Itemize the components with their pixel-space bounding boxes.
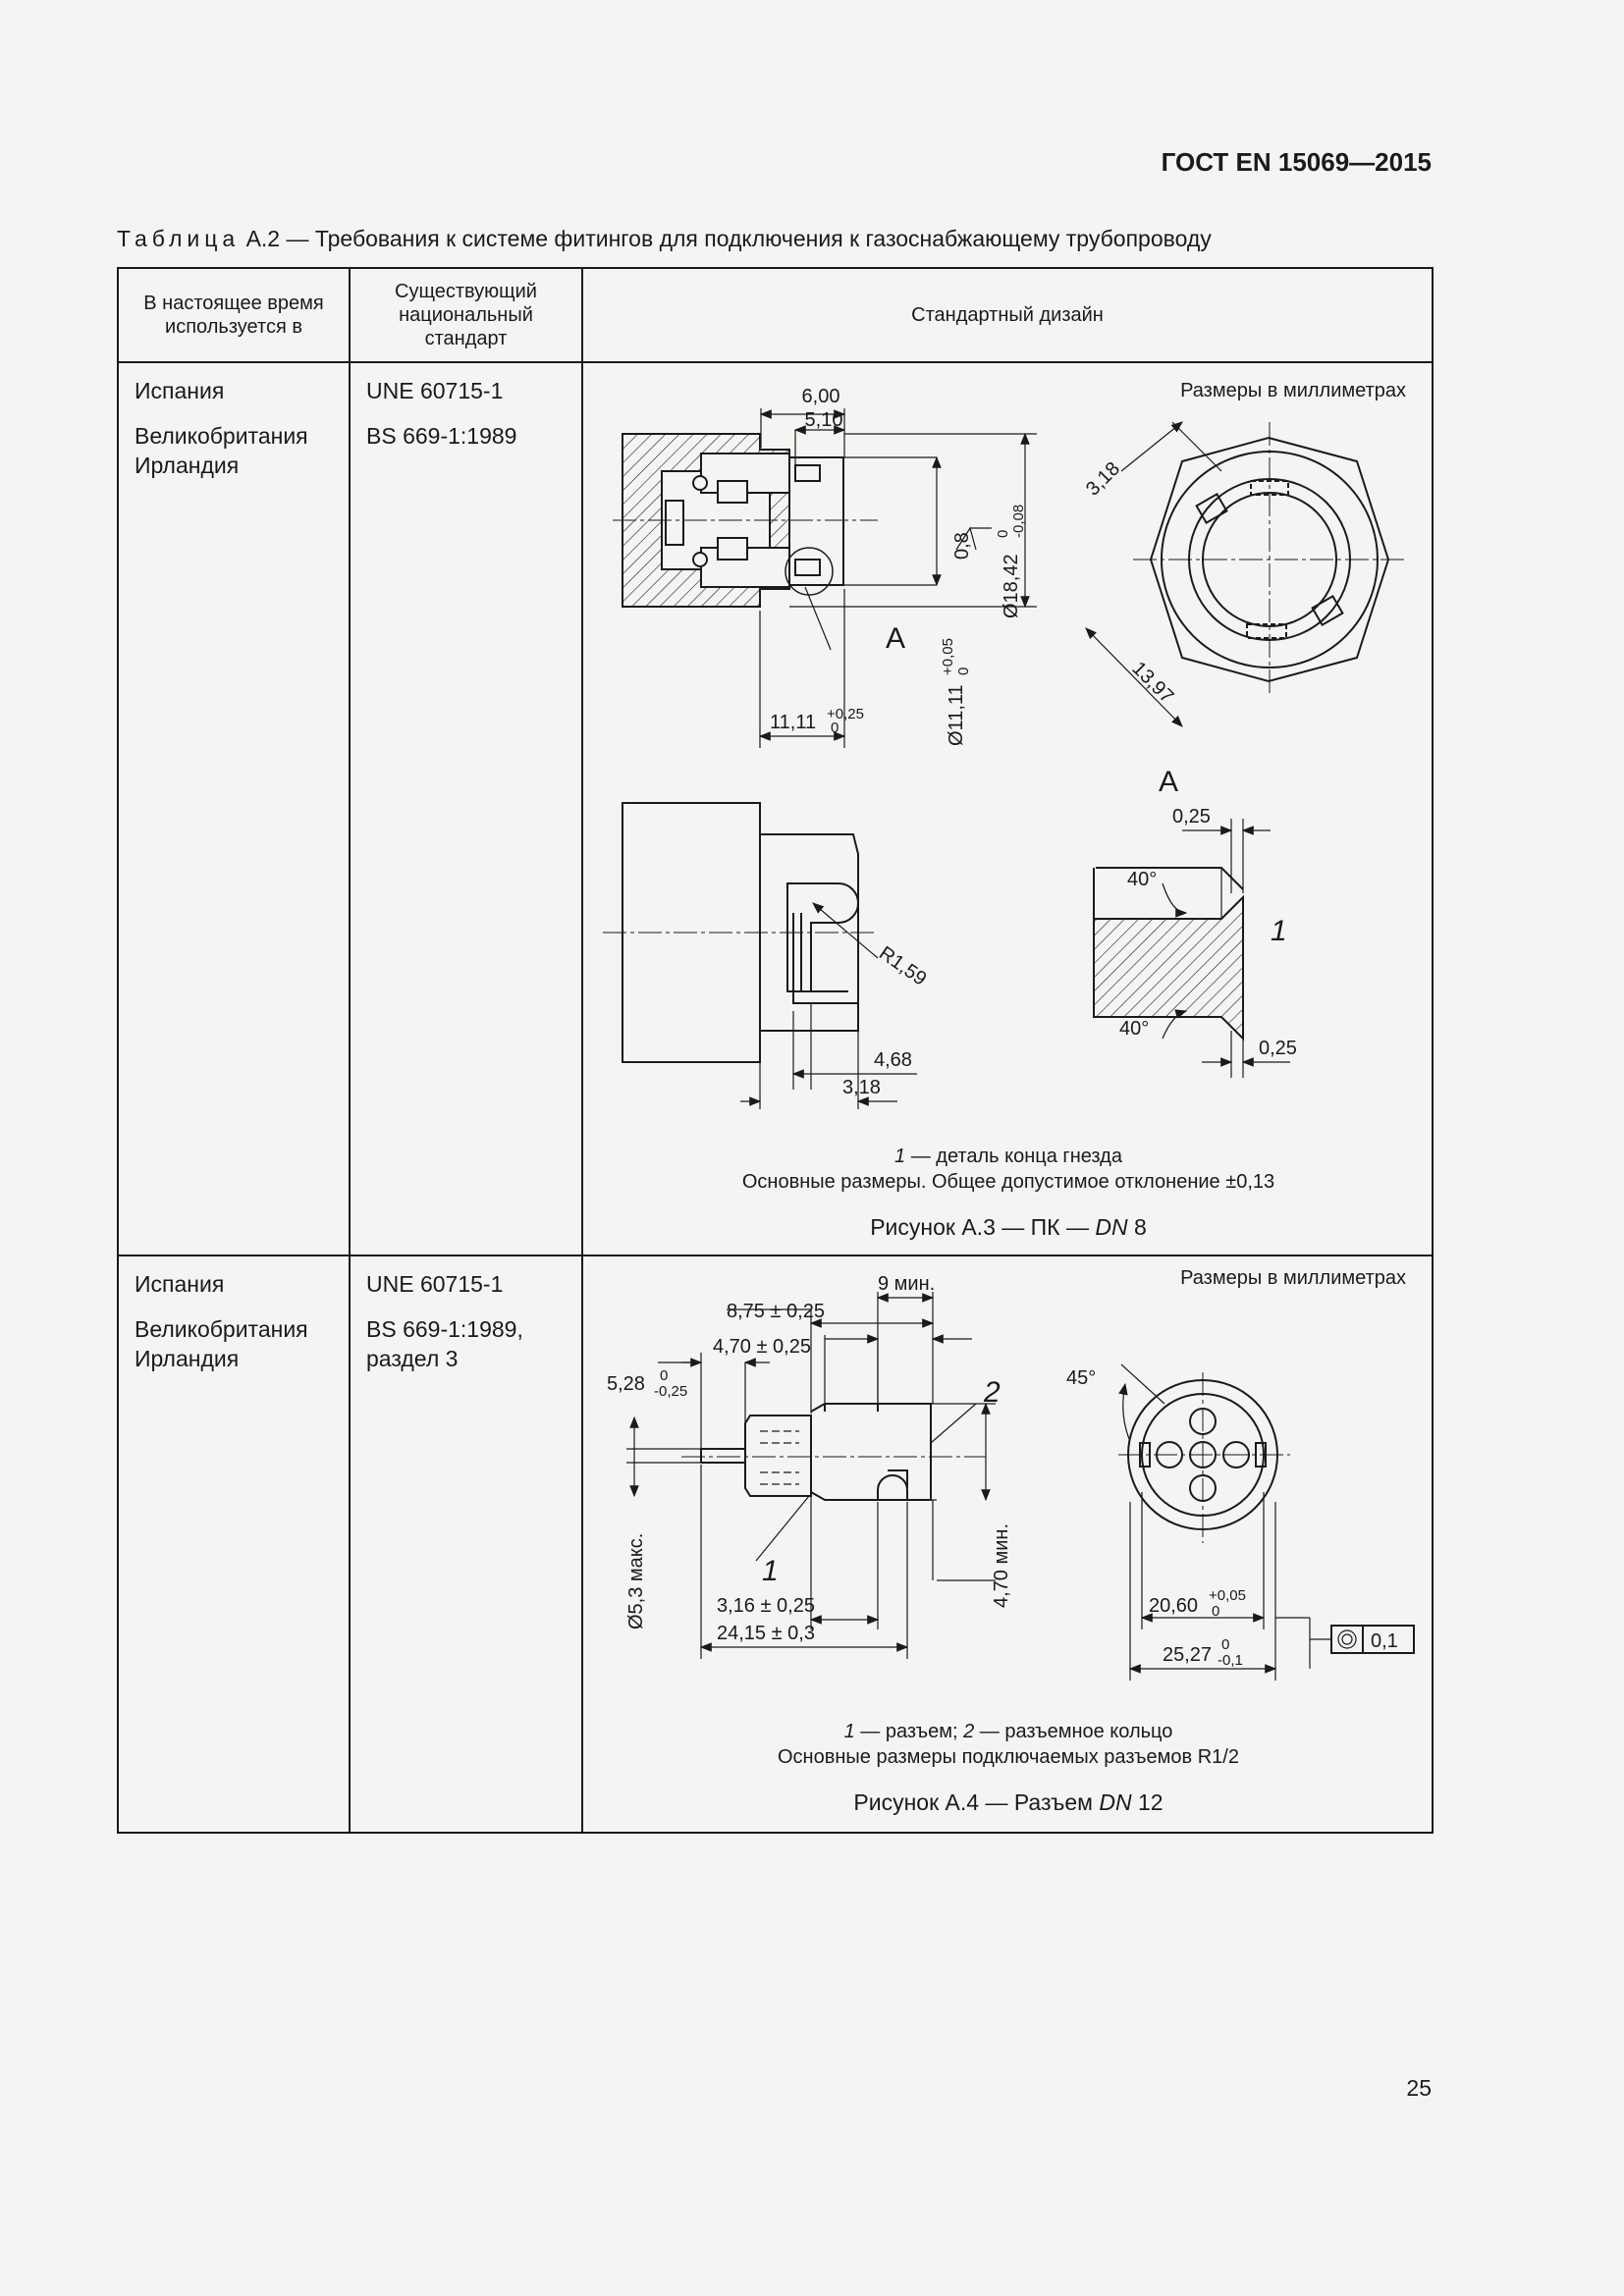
standards-cell bbox=[350, 362, 582, 1255]
tolerance-0-1: 0,1 bbox=[1371, 1630, 1398, 1652]
figure-a4-drawing bbox=[583, 1256, 1434, 1830]
legend-line-2: Основные размеры. Общее допустимое отклонение ±0,13 bbox=[741, 1171, 1275, 1193]
units-label: Размеры в миллиметрах bbox=[1180, 1267, 1406, 1289]
figure-a3-caption: Рисунок А.3 — ПК — DN 8 bbox=[870, 1214, 1147, 1240]
document-id: ГОСТ EN 15069—2015 bbox=[1161, 147, 1432, 177]
dim-4-68: 4,68 bbox=[874, 1049, 912, 1071]
ring-end-view bbox=[1118, 1372, 1290, 1543]
header-col-current: В настоящее время используется в bbox=[118, 268, 350, 362]
callout-1: 1 bbox=[762, 1555, 779, 1587]
page-number: 25 bbox=[1406, 2075, 1432, 2101]
country-spain: Испания bbox=[135, 1271, 225, 1297]
table-header-row bbox=[118, 268, 1433, 362]
country-uk-ireland: Великобритания Ирландия bbox=[135, 422, 308, 478]
dim-25-27: 25,27 bbox=[1163, 1644, 1213, 1666]
dim-3-16: 3,16 ± 0,25 bbox=[717, 1595, 815, 1617]
table-row bbox=[118, 1255, 1433, 1833]
legend-line-1: 1 — разъем; 2 — разъемное кольцо bbox=[843, 1721, 1173, 1742]
standard-une: UNE 60715-1 bbox=[366, 378, 504, 403]
dim-4-70-min: 4,70 мин. bbox=[991, 1522, 1012, 1608]
connector-side-view bbox=[701, 1404, 931, 1500]
legend-line-1: 1 — деталь конца гнезда bbox=[894, 1146, 1122, 1167]
caption-prefix: Таблица bbox=[117, 226, 241, 251]
design-cell bbox=[582, 362, 1433, 1255]
dim-8-75: 8,75 ± 0,25 bbox=[727, 1301, 825, 1322]
country-uk-ireland: Великобритания Ирландия bbox=[135, 1315, 308, 1371]
svg-text:0: 0 bbox=[955, 667, 972, 675]
dim-0-25-bottom: 0,25 bbox=[1259, 1038, 1297, 1059]
figure-a3-drawing bbox=[583, 363, 1434, 1253]
dim-5-10: 5,10 bbox=[804, 409, 843, 431]
dim-20-60: 20,60 bbox=[1149, 1595, 1199, 1617]
requirements-table bbox=[117, 267, 1434, 1834]
dim-3-18-side: 3,18 bbox=[842, 1077, 881, 1098]
dim-4-70: 4,70 ± 0,25 bbox=[713, 1336, 811, 1358]
svg-text:+0,05: +0,05 bbox=[1209, 1587, 1246, 1604]
standard-bs: BS 669-1:1989, раздел 3 bbox=[366, 1315, 523, 1371]
dim-d11-11: Ø11,11 bbox=[946, 684, 967, 746]
countries-cell bbox=[118, 362, 350, 1255]
dim-d5-3-max: Ø5,3 макс. bbox=[625, 1532, 647, 1629]
dim-13-97: 13,97 bbox=[1127, 657, 1178, 708]
svg-text:0: 0 bbox=[660, 1367, 669, 1384]
units-label: Размеры в миллиметрах bbox=[1180, 380, 1406, 401]
roughness-0-8: 0,8 bbox=[951, 532, 973, 560]
dim-5-28: 5,28 bbox=[607, 1373, 645, 1395]
country-spain: Испания bbox=[135, 378, 225, 403]
svg-text:0: 0 bbox=[995, 529, 1011, 538]
svg-text:0: 0 bbox=[1212, 1603, 1220, 1620]
svg-text:+0,25: +0,25 bbox=[827, 706, 864, 722]
svg-text:-0,08: -0,08 bbox=[1010, 504, 1027, 538]
section-a-marker: A bbox=[885, 622, 906, 655]
dim-d18-42: Ø18,42 bbox=[1001, 554, 1022, 618]
dim-24-15: 24,15 ± 0,3 bbox=[717, 1623, 815, 1644]
detail-a-view bbox=[1094, 868, 1243, 1039]
standard-bs: BS 669-1:1989 bbox=[366, 422, 517, 449]
countries-cell bbox=[118, 1255, 350, 1833]
svg-text:-0,25: -0,25 bbox=[654, 1383, 688, 1400]
angle-40-top: 40° bbox=[1127, 869, 1158, 890]
svg-text:0: 0 bbox=[831, 720, 839, 736]
standards-cell bbox=[350, 1255, 582, 1833]
caption-text: А.2 — Требования к системе фитингов для подключения к газоснабжающему трубопроводу bbox=[240, 226, 1212, 251]
dim-r1-59: R1,59 bbox=[875, 942, 931, 990]
table-caption bbox=[117, 226, 1212, 252]
dim-6-00: 6,00 bbox=[801, 386, 840, 407]
legend-line-2: Основные размеры подключаемых разъемов R1/2 bbox=[778, 1746, 1239, 1768]
dim-3-18-hex: 3,18 bbox=[1081, 457, 1125, 501]
design-cell bbox=[582, 1255, 1433, 1833]
standard-une: UNE 60715-1 bbox=[366, 1271, 504, 1297]
dim-0-25-top: 0,25 bbox=[1172, 806, 1211, 828]
figure-a4-caption: Рисунок А.4 — Разъем DN 12 bbox=[853, 1789, 1164, 1815]
svg-text:-0,1: -0,1 bbox=[1218, 1652, 1243, 1669]
svg-text:0: 0 bbox=[1221, 1636, 1230, 1653]
angle-45: 45° bbox=[1066, 1367, 1097, 1389]
detail-a-title: A bbox=[1159, 766, 1179, 798]
header-col-design: Стандартный дизайн bbox=[582, 268, 1433, 362]
table-row bbox=[118, 362, 1433, 1255]
callout-2: 2 bbox=[984, 1376, 1001, 1409]
callout-1: 1 bbox=[1271, 915, 1287, 947]
header-col-standard: Существующий национальный стандарт bbox=[350, 268, 582, 362]
dim-9-min: 9 мин. bbox=[878, 1273, 936, 1295]
angle-40-bottom: 40° bbox=[1119, 1018, 1150, 1040]
svg-text:+0,05: +0,05 bbox=[940, 638, 956, 675]
dim-11-11: 11,11 bbox=[770, 712, 817, 733]
hex-end-view bbox=[1133, 422, 1408, 697]
